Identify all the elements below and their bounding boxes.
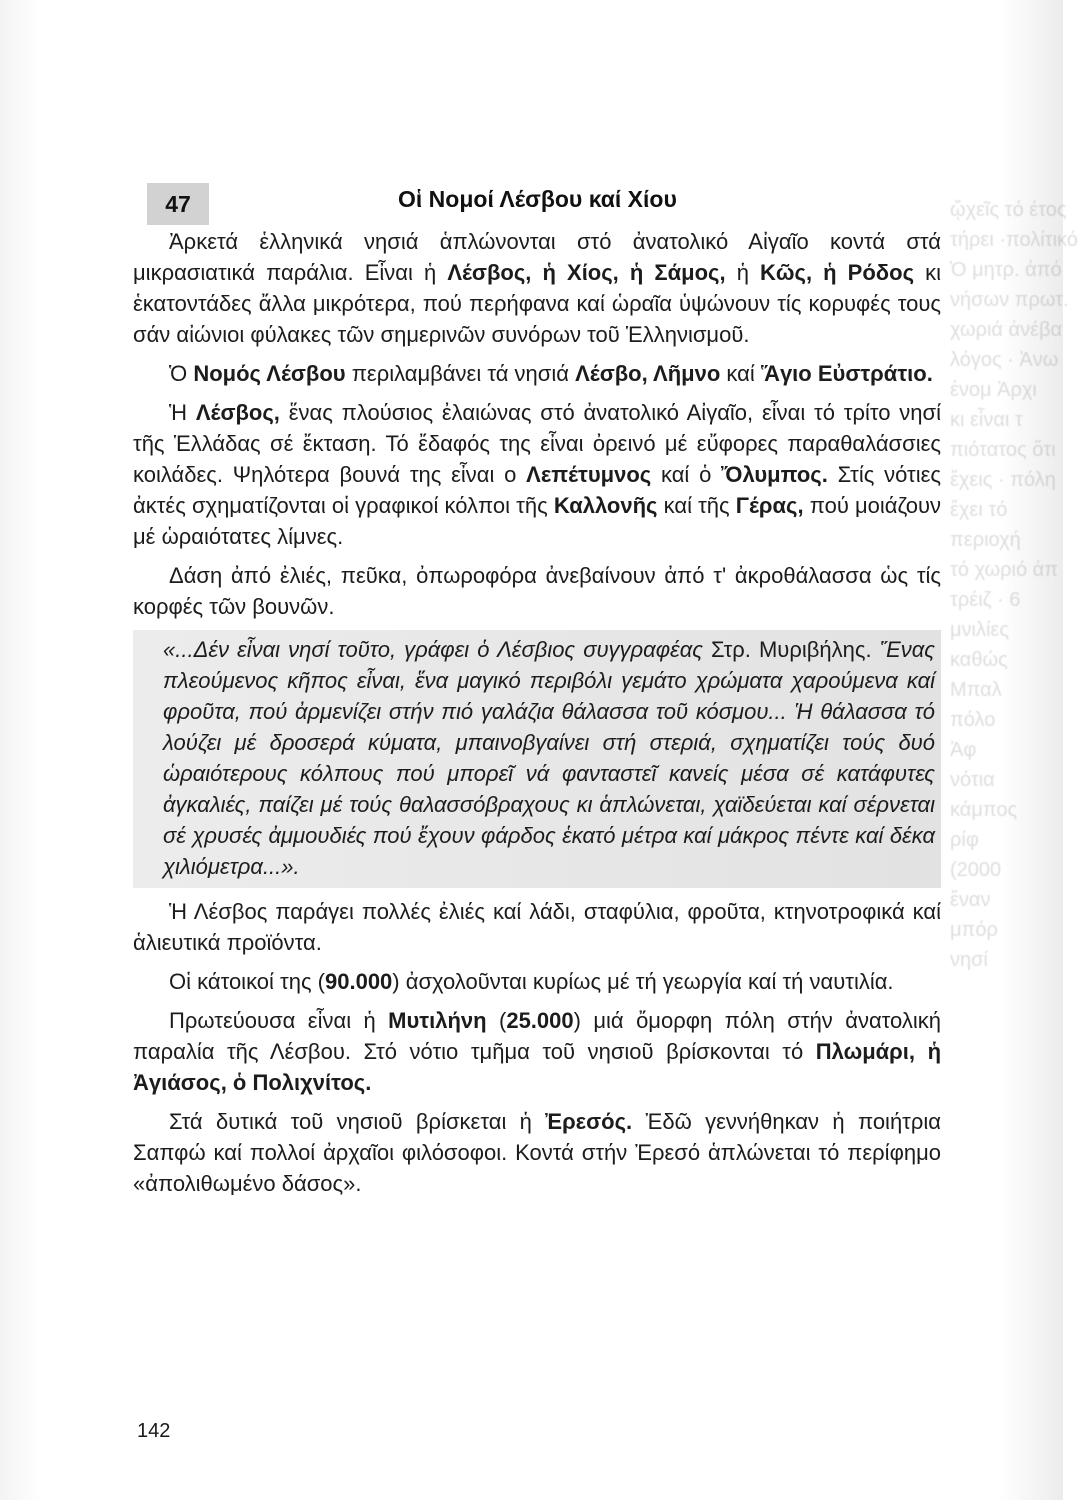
paragraph-products: Ἡ Λέσβος παράγει πολλές ἐλιές καί λάδι, σταφύλια, φροῦτα, κτηνοτροφικά καί ἁλιευτικά προϊόντα. [133,899,941,955]
paragraph-lesvos: Ἡ Λέσβος, ἕνας πλούσιος ἐλαιώνας στό ἀνατολικό Αἰγαῖο, εἶναι τό τρίτο νησί τῆς Ἑλλάδας σέ ἔκταση. Τό ἔδαφός της εἶναι ὀρεινό μέ εὔφορες παραθαλάσσιες κοιλάδες. Ψηλότερα βουνά της εἶναι ο Λεπέτυμνος καί ὁ Ὄλυμπος. Στίς νότιες ἀκτές σχηματίζονται οἱ γραφικοί κόλποι τῆς Καλλονῆς καί τῆς Γέρας, πού μοιάζουν μέ ὡραιότατες λίμνες. [133,400,941,549]
paragraph-prefecture: Ὁ Νομός Λέσβου περιλαμβάνει τά νησιά Λέσβο, Λῆμνο καί Ἅγιο Εὐστράτιο. [169,361,933,386]
quote-text: «...Δέν εἶναι νησί τοῦτο, γράφει ὁ Λέσβιος συγγραφέας Στρ. Μυριβήλης. Ἕνας πλεούμενος κῆπος εἶναι, ἕνα μαγικό περιβόλι γεμάτο χρώματα χαρούμενα καί φροῦτα, πού ἀρμενίζει στήν πιό γαλάζια θάλασσα τοῦ κόσμου... Ἡ θάλασσα τό λούζει μέ δροσερά κύματα, μπαινοβγαίνει στή στεριά, σχηματίζει τούς δυό ὡραιότερους κόλπους πού μπορεῖ νά φανταστεῖ κανείς μέσα σέ κατάφυτες ἀγκαλιές, παίζει μέ τούς θαλασσόβραχους κι ἁπλώνεται, χαϊδεύεται καί σέρνεται σέ χρυσές ἀμμουδιές πού ἔχουν φάρδος ἑκατό μέτρα καί μάκρος πέντε καί δέκα χιλιόμετρα...». [163,637,936,879]
quote-block [133,630,941,888]
page-number: 142 [137,1420,171,1442]
page-title: Οἱ Νομοί Λέσβου καί Χίου [398,186,677,212]
paragraph-eresos: Στά δυτικά τοῦ νησιοῦ βρίσκεται ἡ Ἐρεσός. Ἐδῶ γεννήθηκαν ἡ ποιήτρια Σαπφώ καί πολλοί ἀρχαῖοι φιλόσοφοι. Κοντά στήν Ἐρεσό ἁπλώνεται τό περίφημο «ἀπολιθωμένο δάσος». [133,1109,941,1196]
article-body [133,226,941,1207]
paragraph-intro: Ἀρκετά ἑλληνικά νησιά ἁπλώνονται στό ἀνατολικό Αἰγαῖο κοντά στά μικρασιατικά παράλια. Εἶναι ἡ Λέσβος, ἡ Χίος, ἡ Σάμος, ἡ Κῶς, ἡ Ρόδος κι ἑκατοντάδες ἄλλα μικρότερα, πού περήφανα καί ὡραῖα ὑψώνουν τίς κορυφές τους σάν αἰώνιοι φύλακες τῶν σημερινῶν συνόρων τοῦ Ἑλληνισμοῦ. [133,229,941,347]
paragraph-forests: Δάση ἀπό ἐλιές, πεῦκα, ὀπωροφόρα ἀνεβαίνουν ἀπό τ' ἀκροθάλασσα ὡς τίς κορφές τῶν βουνῶν. [133,563,941,619]
bleed-through-text: ᾤχεῖς τό έτος τήρει ·πολίτικό Ὁ μητρ. ἀπό νήσων πρωτ. χωριά ἀνέβα λόγος · Ἀνω ἐνομ Ἀρχι κι εἶναι τ πιότατος ὅτι ἔχεις · πόλη ἔχει τό περιοχή τό χωριό ἀπ τρέιζ · 6 μνιλίες καθώς Μπαλ πόλο Ἀφ νότια κάμπος ρίφ (2000 ἔναν μπόρ νησί [950,199,1078,971]
paragraph-population: Οἱ κάτοικοί της (90.000) ἀσχολοῦνται κυρίως μέ τή γεωργία καί τή ναυτιλία. [169,969,894,994]
chapter-number: 47 [147,183,209,225]
paragraph-capital: Πρωτεύουσα εἶναι ἡ Μυτιλήνη (25.000) μιά ὄμορφη πόλη στήν ἀνατολική παραλία τῆς Λέσβου. Στό νότιο τμῆμα τοῦ νησιοῦ βρίσκονται τό Πλωμάρι, ἡ Ἀγιάσος, ὁ Πολιχνίτος. [133,1008,942,1095]
